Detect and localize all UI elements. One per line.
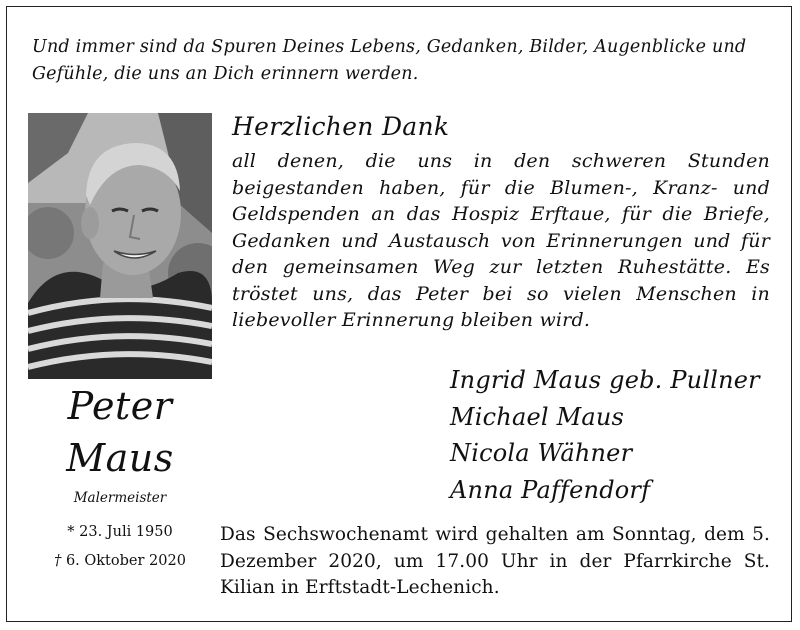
memorial-quote: Und immer sind da Spuren Deines Lebens, Gedanken, Bilder, Augenblicke und Gefühle, die uns an Dich erinnern werden. (32, 37, 747, 84)
birth-date-value: 23. Juli 1950 (79, 524, 173, 540)
thanks-title: Herzlichen Dank (232, 112, 450, 141)
portrait-photo (28, 113, 212, 379)
birth-date (30, 524, 210, 540)
birth-symbol: * (67, 524, 75, 540)
family-member: Michael Maus (450, 402, 625, 431)
service-announcement: Das Sechswochenamt wird gehalten am Sonntag, dem 5. Dezember 2020, um 17.00 Uhr in der Pfarrkirche St. Kilian in Erftstadt-Lechenich. (220, 524, 770, 598)
deceased-first-name: Peter (67, 384, 173, 428)
death-date (30, 553, 210, 569)
death-symbol: † (54, 553, 62, 569)
thanks-body: all denen, die uns in den schweren Stunden beigestanden haben, für die Blumen-, Kranz- und Geldspenden an das Hospiz Erftaue, für die Briefe, Gedanken und Austausch von Erinnerungen und für den gemeinsamen Weg zur letzten Ruhestätte. Es tröstet uns, das Peter bei so vielen Menschen in liebevoller Erinnerung bleiben wird. (232, 150, 770, 331)
deceased-last-name: Maus (66, 436, 174, 480)
family-list (450, 362, 780, 508)
family-member: Anna Paffendorf (450, 475, 651, 504)
portrait-image (28, 113, 212, 379)
family-member: Ingrid Maus geb. Pullner (450, 366, 760, 394)
death-date-value: 6. Oktober 2020 (65, 553, 186, 569)
family-member: Nicola Wähner (450, 439, 633, 467)
deceased-profession: Malermeister (73, 490, 167, 506)
